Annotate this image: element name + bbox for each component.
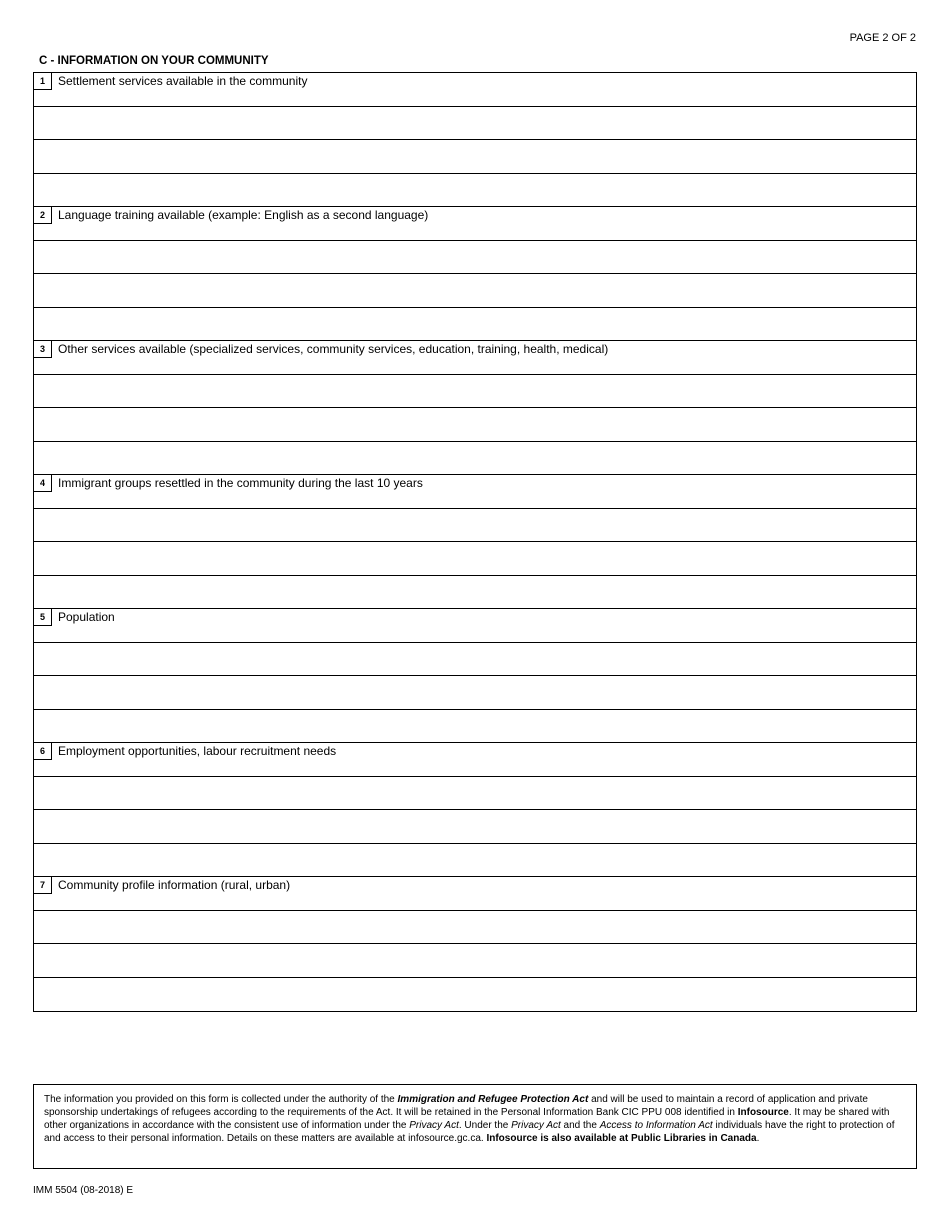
answer-row [34, 710, 916, 744]
answer-row [34, 241, 916, 275]
answer-field[interactable] [34, 643, 916, 676]
answer-row [34, 643, 916, 677]
question-label: Immigrant groups resettled in the community during the last 10 years [58, 476, 423, 490]
form-id: IMM 5504 (08-2018) E [33, 1185, 134, 1196]
answer-row [34, 777, 916, 811]
question-header [34, 73, 916, 107]
question-label: Language training available (example: English as a second language) [58, 208, 429, 222]
answer-field[interactable] [34, 509, 916, 542]
answer-field[interactable] [34, 542, 916, 575]
question-label: Community profile information (rural, urban) [58, 878, 291, 892]
answer-row [34, 844, 916, 878]
answer-row [34, 308, 916, 342]
answer-field[interactable] [34, 442, 916, 475]
answer-row [34, 509, 916, 543]
answer-field[interactable] [34, 844, 916, 877]
answer-field[interactable] [34, 274, 916, 307]
answer-field[interactable] [34, 408, 916, 441]
question-number: 3 [34, 341, 52, 358]
question-header [34, 609, 916, 643]
answer-row [34, 944, 916, 978]
answer-row [34, 810, 916, 844]
answer-field[interactable] [34, 576, 916, 609]
answer-field[interactable] [34, 944, 916, 977]
answer-field[interactable] [34, 676, 916, 709]
question-number: 2 [34, 207, 52, 224]
answer-field[interactable] [34, 107, 916, 140]
community-info-form [33, 72, 917, 1012]
answer-row [34, 978, 916, 1012]
answer-row [34, 107, 916, 141]
answer-field[interactable] [34, 810, 916, 843]
answer-row [34, 911, 916, 945]
question-number: 5 [34, 609, 52, 626]
answer-row [34, 676, 916, 710]
answer-field[interactable] [34, 777, 916, 810]
question-label: Other services available (specialized services, community services, education, training, health, medical) [58, 342, 609, 356]
section-title: C - INFORMATION ON YOUR COMMUNITY [39, 55, 269, 67]
answer-row [34, 140, 916, 174]
answer-field[interactable] [34, 911, 916, 944]
question-header [34, 207, 916, 241]
question-number: 1 [34, 73, 52, 90]
answer-row [34, 375, 916, 409]
answer-field[interactable] [34, 140, 916, 173]
question-number: 7 [34, 877, 52, 894]
question-label: Settlement services available in the community [58, 74, 308, 88]
answer-field[interactable] [34, 375, 916, 408]
question-label: Population [58, 610, 115, 624]
answer-field[interactable] [34, 710, 916, 743]
answer-field[interactable] [34, 978, 916, 1012]
answer-field[interactable] [34, 241, 916, 274]
question-header [34, 341, 916, 375]
answer-row [34, 274, 916, 308]
answer-row [34, 542, 916, 576]
page-number: PAGE 2 OF 2 [849, 32, 916, 44]
question-number: 4 [34, 475, 52, 492]
answer-field[interactable] [34, 174, 916, 207]
question-number: 6 [34, 743, 52, 760]
answer-row [34, 442, 916, 476]
answer-row [34, 408, 916, 442]
answer-row [34, 576, 916, 610]
question-label: Employment opportunities, labour recruitment needs [58, 744, 337, 758]
answer-field[interactable] [34, 308, 916, 341]
question-header [34, 877, 916, 911]
question-header [34, 475, 916, 509]
answer-row [34, 174, 916, 208]
privacy-notice: The information you provided on this form is collected under the authority of the Immigration and Refugee Protection Act and will be used to maintain a record of application and private sponsorship undertakings of refugees according to the requirements of the Act. It will be retained in the Personal Information Bank CIC PPU 008 identified in Infosource. It may be shared with other organizations in accordance with the consistent use of information under the Privacy Act. Under the Privacy Act and the Access to Information Act individuals have the right to protection of and access to their personal information. Details on these matters are available at infosource.gc.ca. Infosource is also available at Public Libraries in Canada. [33, 1084, 917, 1169]
question-header [34, 743, 916, 777]
